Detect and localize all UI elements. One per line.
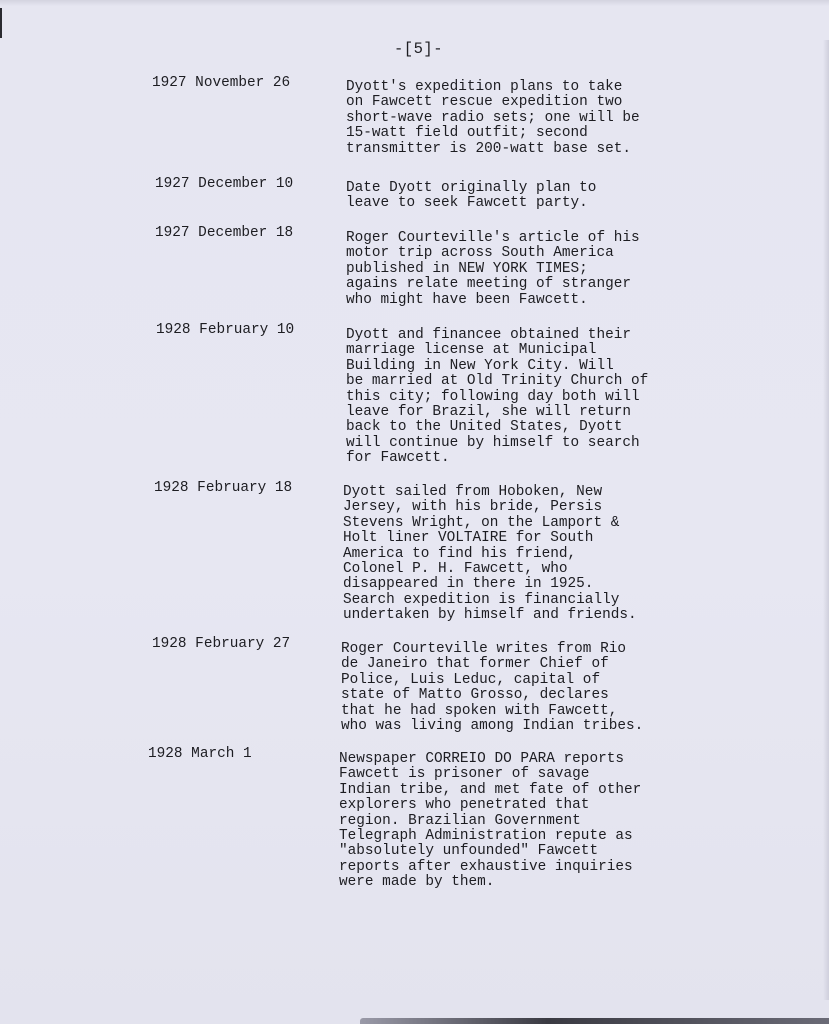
entry-line: leave for Brazil, she will return [346, 404, 631, 421]
entry-text [346, 181, 691, 212]
entry-line: transmitter is 200-watt base set. [346, 140, 631, 157]
entry-line: who was living among Indian tribes. [341, 718, 644, 735]
entry-line: who might have been Fawcett. [346, 291, 588, 308]
entry-line: Search expedition is financially [343, 591, 620, 608]
page-number: -[5]- [394, 40, 444, 58]
entry-line: on Fawcett rescue expedition two [346, 94, 623, 111]
entry-line: short-wave radio sets; one will be [346, 109, 640, 126]
entry-text [346, 231, 691, 308]
entry-line: that he had spoken with Fawcett, [341, 702, 618, 719]
entry-line: state of Matto Grosso, declares [341, 687, 609, 704]
entry-line: region. Brazilian Government [339, 812, 581, 829]
entry-text [346, 328, 691, 467]
entry-line: America to find his friend, [343, 545, 577, 562]
entry-line: this city; following day both will [346, 388, 640, 405]
entry-line: Dyott sailed from Hoboken, New [343, 484, 603, 500]
entry-line: Fawcett is prisoner of savage [339, 766, 590, 783]
entry-line: back to the United States, Dyott [346, 419, 623, 436]
entry-line: Stevens Wright, on the Lamport & [343, 514, 620, 531]
entry-line: reports after exhaustive inquiries [339, 858, 633, 875]
entry-line: Holt liner VOLTAIRE for South [343, 530, 594, 547]
entry-text [343, 485, 688, 624]
entry-line: Roger Courteville's article of his [346, 230, 640, 246]
entry-line: Police, Luis Leduc, capital of [341, 671, 601, 688]
entry-line: Roger Courteville writes from Rio [341, 641, 626, 657]
entry-date: 1928 February 10 [156, 322, 295, 338]
entry-line: undertaken by himself and friends. [343, 607, 637, 624]
entry-line: Building in New York City. Will [346, 357, 614, 374]
scan-edge-mark [0, 8, 2, 38]
entry-line: Telegraph Administration repute as [339, 828, 633, 845]
entry-text [339, 752, 684, 891]
entry-date: 1927 December 10 [155, 176, 294, 192]
entry-date: 1928 March 1 [148, 746, 252, 762]
entry-date: 1928 February 27 [152, 636, 291, 652]
entry-text [341, 642, 686, 734]
entry-line: be married at Old Trinity Church of [346, 373, 649, 390]
entry-date: 1927 December 18 [155, 225, 294, 241]
entry-line: Newspaper CORREIO DO PARA reports [339, 751, 624, 767]
entry-line: disappeared in there in 1925. [343, 576, 594, 593]
entry-line: motor trip across South America [346, 245, 614, 262]
page-top-edge [0, 0, 829, 6]
entry-line: marriage license at Municipal [346, 342, 597, 359]
entry-line: de Janeiro that former Chief of [341, 656, 609, 673]
entry-line: Dyott's expedition plans to take [346, 79, 623, 95]
entry-line: for Fawcett. [346, 450, 450, 467]
entry-line: were made by them. [339, 874, 495, 891]
entry-line: Dyott and financee obtained their [346, 327, 631, 343]
entry-line: Date Dyott originally plan to [346, 180, 597, 196]
entry-line: published in NEW YORK TIMES; [346, 260, 588, 277]
entry-text [346, 80, 691, 157]
page-right-shadow [823, 40, 829, 1000]
entry-line: agains relate meeting of stranger [346, 276, 631, 293]
entry-date: 1927 November 26 [152, 75, 291, 91]
entry-line: "absolutely unfounded" Fawcett [339, 843, 599, 860]
entry-line: 15-watt field outfit; second [346, 125, 588, 142]
entry-line: will continue by himself to search [346, 434, 640, 451]
entry-line: leave to seek Fawcett party. [346, 195, 588, 212]
entry-line: Indian tribe, and met fate of other [339, 781, 642, 798]
entry-line: explorers who penetrated that [339, 797, 590, 814]
entry-line: Jersey, with his bride, Persis [343, 499, 603, 516]
entry-line: Colonel P. H. Fawcett, who [343, 561, 568, 578]
entry-date: 1928 February 18 [154, 480, 293, 496]
scan-bottom-edge [360, 1018, 829, 1024]
